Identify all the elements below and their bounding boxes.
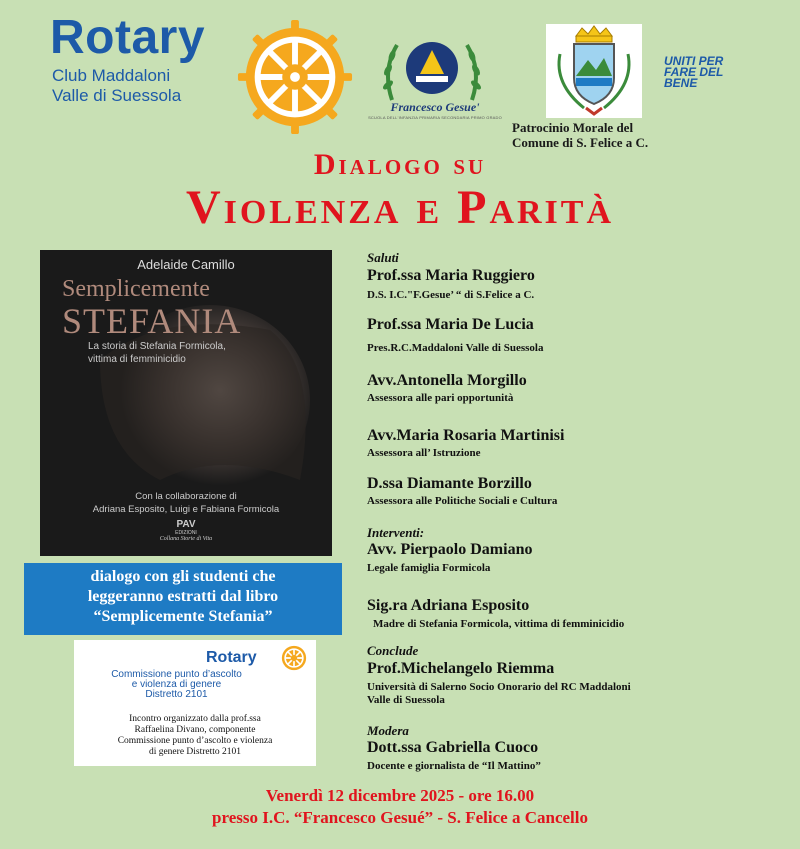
uniti-line2: FARE DEL: [664, 65, 724, 79]
book-collaboration: [40, 490, 332, 516]
publisher-edizioni: EDIZIONI: [175, 530, 197, 536]
speaker-role: Madre di Stefania Formicola, vittima di femminicidio: [373, 618, 625, 630]
rotary-club-name: [52, 66, 181, 106]
crest-shield-icon: [546, 24, 642, 118]
uniti-line3: BENE: [664, 76, 698, 90]
uniti-line1: UNITI PER: [664, 54, 724, 68]
speaker-name: Prof.ssa Maria Ruggiero: [367, 267, 535, 284]
municipality-crest: [546, 24, 642, 118]
book-collab-line2: Adriana Esposito, Luigi e Fabiana Formicola: [92, 504, 280, 515]
uniti-per-fare-del-bene: [664, 56, 723, 89]
rcard-rotary-title: Rotary: [206, 649, 257, 666]
speaker-role: Pres.R.C.Maddaloni Valle di Suessola: [367, 342, 544, 354]
speaker-name: Sig.ra Adriana Esposito: [367, 597, 530, 614]
speaker-role: Assessora alle Politiche Sociali e Cultura: [367, 495, 558, 507]
event-title-line1: Dialogo su: [313, 148, 487, 181]
bluebox-line3: “Semplicemente Stefania”: [93, 608, 273, 625]
event-date-time: Venerdì 12 dicembre 2025 - ore 16.00: [265, 786, 535, 805]
book-title-line2: STEFANIA: [62, 301, 242, 341]
speaker-role: Docente e giornalista de “Il Mattino”: [367, 760, 541, 772]
publisher-collana: Collana Storie di Vita: [159, 536, 213, 542]
book-description: [88, 340, 226, 366]
speaker-name: Dott.ssa Gabriella Cuoco: [367, 739, 539, 756]
student-dialogue-box: [24, 563, 342, 635]
modera-label: Modera: [367, 723, 409, 738]
rotary-club-line2: Valle di Suessola: [52, 86, 182, 105]
book-author: Adelaide Camillo: [137, 257, 235, 272]
event-title-line2: Violenza e Parità: [185, 181, 615, 234]
rotary-logo-title: Rotary: [50, 11, 206, 64]
speaker-role-line2: Valle di Suessola: [367, 694, 445, 706]
conclude-label: Conclude: [367, 643, 419, 658]
patronage-note: [512, 120, 648, 150]
rcard-rotary-wheel-icon: [280, 644, 308, 672]
saluti-label: Saluti: [367, 250, 399, 265]
school-name: Francesco Gesue': [390, 100, 480, 114]
rcard-commission-name: [74, 670, 279, 700]
speaker-name: Avv. Pierpaolo Damiano: [367, 541, 533, 558]
book-desc-line2: vittima di femminicidio: [88, 354, 186, 365]
patronage-line1: Patrocinio Morale del: [512, 120, 634, 135]
book-desc-line1: La storia di Stefania Formicola,: [88, 341, 226, 352]
rcard-organizer-note: [78, 714, 312, 758]
event-venue: presso I.C. “Francesco Gesué” - S. Felice a Cancello: [212, 808, 588, 827]
speaker-role: Legale famiglia Formicola: [367, 562, 491, 574]
speaker-role: Assessora alle pari opportunità: [367, 392, 514, 404]
rcard-sub-line3: Distretto 2101: [145, 689, 208, 700]
speaker-name: Prof.ssa Maria De Lucia: [367, 316, 534, 333]
rcard-note-line4: di genere Distretto 2101: [148, 747, 242, 757]
rcard-sub-line1: Commissione punto d’ascolto: [111, 669, 242, 680]
bluebox-line1: dialogo con gli studenti che: [90, 568, 276, 585]
book-publisher: [40, 520, 332, 542]
patronage-line2: Comune di S. Felice a C.: [512, 135, 649, 150]
bluebox-line2: leggeranno estratti dal libro: [87, 588, 279, 605]
rcard-note-line3: Commissione punto d’ascolto e violenza: [117, 736, 273, 746]
book-collab-line1: Con la collaborazione di: [135, 491, 237, 502]
rotary-commission-card: [74, 640, 316, 766]
speaker-name: Prof.Michelangelo Riemma: [367, 660, 555, 677]
publisher-logo: PAV: [176, 519, 196, 530]
speaker-role: Assessora all’ Istruzione: [367, 447, 481, 459]
rotary-club-line1: Club Maddaloni: [52, 66, 171, 85]
rcard-note-line2: Raffaelina Divano, componente: [134, 725, 256, 735]
rotary-wheel-icon: [236, 18, 354, 136]
speaker-name: Avv.Maria Rosaria Martinisi: [367, 427, 565, 444]
book-cover: [40, 250, 332, 556]
speaker-role: [367, 681, 631, 707]
rcard-sub-line2: e violenza di genere: [131, 679, 222, 690]
speaker-role-line1: Università di Salerno Socio Onorario del RC Maddaloni: [367, 681, 631, 693]
speaker-role: D.S. I.C."F.Gesue’ “ di S.Felice a C.: [367, 289, 535, 301]
book-title-line1: Semplicemente: [62, 276, 210, 302]
rcard-note-line1: Incontro organizzato dalla prof.ssa: [129, 714, 261, 724]
interventi-label: Interventi:: [367, 525, 425, 540]
school-subtitle: SCUOLA DELL'INFANZIA PRIMARIA SECONDARIA PRIMO GRADO: [368, 115, 502, 120]
speaker-name: D.ssa Diamante Borzillo: [367, 475, 532, 492]
speaker-name: Avv.Antonella Morgillo: [367, 372, 527, 389]
